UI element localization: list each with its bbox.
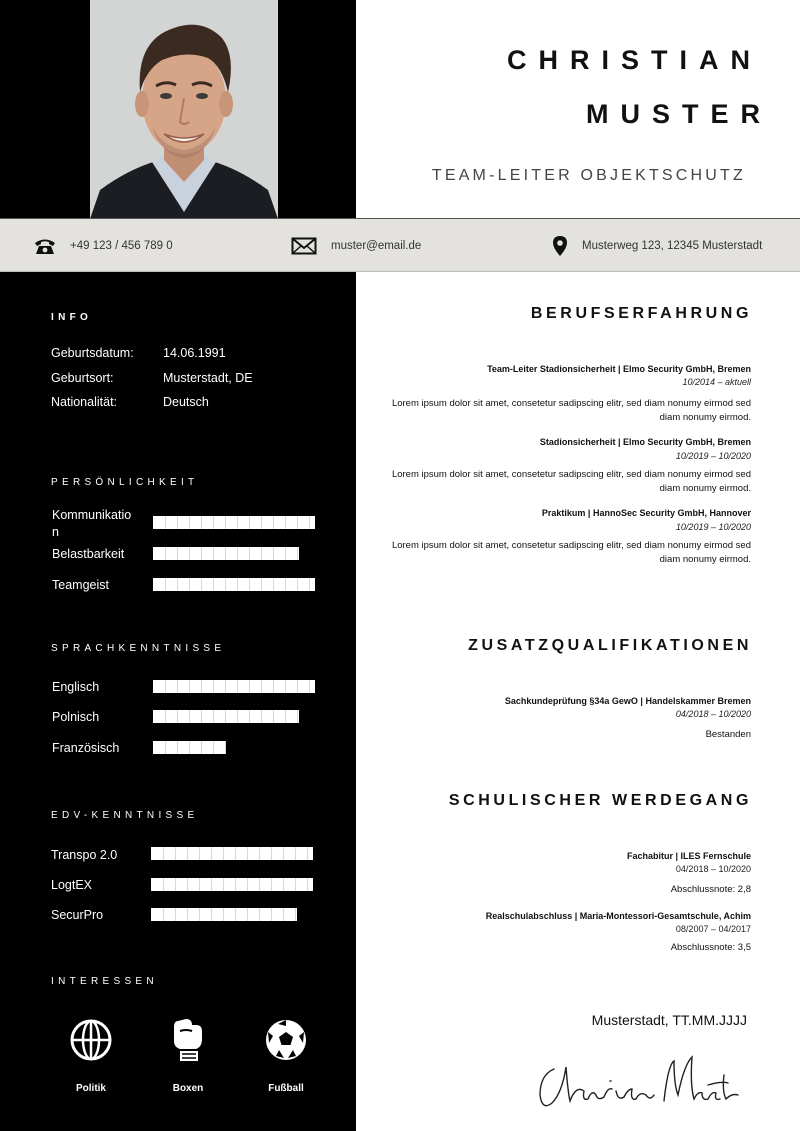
portrait-illustration — [90, 0, 278, 219]
bar-segment-divider — [237, 516, 238, 529]
bar-segment-divider — [285, 578, 286, 591]
bar-segment-divider — [261, 710, 262, 723]
signature — [532, 1045, 750, 1115]
bar-segment-divider — [237, 578, 238, 591]
languages-heading: SPRACHKENNTNISSE — [51, 643, 226, 654]
bar-segment-divider — [163, 908, 164, 921]
bar-segment-divider — [259, 878, 260, 891]
experience-date-1: 10/2014 – aktuell — [682, 377, 751, 387]
address-text: Musterweg 123, 12345 Musterstadt — [582, 240, 763, 252]
bar-segment-divider — [201, 741, 202, 754]
bar-segment-divider — [261, 680, 262, 693]
bar-segment-divider — [175, 908, 176, 921]
bar-segment-divider — [201, 710, 202, 723]
skill-bar-communication — [153, 516, 315, 529]
qualifications-heading: ZUSATZQUALIFIKATIONEN — [468, 637, 752, 654]
bar-segment-divider — [201, 578, 202, 591]
bar-segment-divider — [225, 516, 226, 529]
bar-segment-divider — [175, 878, 176, 891]
bar-segment-divider — [309, 680, 310, 693]
bar-segment-divider — [285, 710, 286, 723]
language-bar-polish — [153, 710, 299, 723]
bar-segment-divider — [259, 847, 260, 860]
education-title-2: Realschulabschluss | Maria-Montessori-Gesamtschule, Achim — [485, 911, 751, 921]
bar-segment-divider — [177, 578, 178, 591]
it-bar-transpo — [151, 847, 313, 860]
interest-label-football: Fußball — [268, 1083, 304, 1094]
it-label-logtex: LogtEX — [51, 878, 93, 892]
bar-segment-divider — [223, 908, 224, 921]
bar-segment-divider — [249, 680, 250, 693]
bar-segment-divider — [249, 578, 250, 591]
experience-date-3: 10/2019 – 10/2020 — [675, 522, 751, 532]
bar-segment-divider — [307, 878, 308, 891]
bar-segment-divider — [249, 516, 250, 529]
bar-segment-divider — [235, 878, 236, 891]
bar-segment-divider — [237, 710, 238, 723]
interest-label-boxing: Boxen — [172, 1083, 204, 1094]
qualification-note-1: Bestanden — [705, 729, 751, 740]
bar-segment-divider — [165, 741, 166, 754]
info-heading: INFO — [51, 312, 93, 323]
bar-segment-divider — [247, 847, 248, 860]
bar-segment-divider — [165, 547, 166, 560]
bar-segment-divider — [165, 710, 166, 723]
bar-segment-divider — [261, 516, 262, 529]
language-label-english: Englisch — [52, 680, 100, 694]
bar-segment-divider — [225, 680, 226, 693]
bar-segment-divider — [187, 847, 188, 860]
skill-label-resilience: Belastbarkeit — [52, 547, 125, 561]
contact-email[interactable] — [291, 219, 421, 273]
map-pin-icon — [552, 235, 568, 257]
bar-segment-divider — [199, 908, 200, 921]
email-address: muster@email.de — [331, 240, 422, 252]
language-bar-french — [153, 741, 226, 754]
bar-segment-divider — [273, 578, 274, 591]
contact-address[interactable] — [552, 219, 762, 273]
it-skills-heading: EDV-KENNTNISSE — [51, 810, 199, 821]
bar-segment-divider — [235, 847, 236, 860]
bar-segment-divider — [213, 547, 214, 560]
bar-segment-divider — [199, 847, 200, 860]
phone-number: +49 123 / 456 789 0 — [70, 240, 173, 252]
bar-segment-divider — [249, 710, 250, 723]
skill-label-teamwork: Teamgeist — [52, 578, 109, 592]
bar-segment-divider — [199, 878, 200, 891]
it-bar-logtex — [151, 878, 313, 891]
experience-heading: BERUFSERFAHRUNG — [530, 305, 752, 322]
info-label-nationality: Nationalität: — [51, 395, 118, 409]
bar-segment-divider — [189, 680, 190, 693]
bar-segment-divider — [213, 710, 214, 723]
bar-segment-divider — [223, 878, 224, 891]
experience-text-3: Lorem ipsum dolor sit amet, consetetur sadipscing elitr, sed diam nonumy eirmod sed diam nonumy eirmod. — [391, 540, 751, 565]
language-label-polish: Polnisch — [52, 710, 100, 724]
bar-segment-divider — [213, 741, 214, 754]
personality-heading: PERSÖNLICHKEIT — [51, 477, 199, 488]
experience-title-3: Praktikum | HannoSec Security GmbH, Hannover — [541, 508, 751, 518]
bar-segment-divider — [201, 680, 202, 693]
education-title-1: Fachabitur | ILES Fernschule — [626, 851, 751, 861]
bar-segment-divider — [187, 878, 188, 891]
bar-segment-divider — [297, 516, 298, 529]
bar-segment-divider — [297, 680, 298, 693]
language-bar-english — [153, 680, 315, 693]
bar-segment-divider — [237, 547, 238, 560]
bar-segment-divider — [225, 710, 226, 723]
bar-segment-divider — [189, 547, 190, 560]
bar-segment-divider — [177, 547, 178, 560]
bar-segment-divider — [307, 847, 308, 860]
bar-segment-divider — [249, 547, 250, 560]
bar-segment-divider — [223, 847, 224, 860]
bar-segment-divider — [261, 578, 262, 591]
bar-segment-divider — [189, 578, 190, 591]
contact-bar — [0, 218, 800, 272]
bar-segment-divider — [273, 680, 274, 693]
bar-segment-divider — [247, 878, 248, 891]
boxing-glove-icon — [170, 1017, 206, 1063]
bar-segment-divider — [273, 516, 274, 529]
experience-title-2: Stadionsicherheit | Elmo Security GmbH, Bremen — [539, 437, 751, 447]
bar-segment-divider — [213, 680, 214, 693]
education-note-2: Abschlussnote: 3,5 — [670, 942, 751, 953]
bar-segment-divider — [201, 516, 202, 529]
bar-segment-divider — [295, 878, 296, 891]
bar-segment-divider — [225, 741, 226, 754]
place-date: Musterstadt, TT.MM.JJJJ — [591, 1012, 747, 1028]
bar-segment-divider — [175, 847, 176, 860]
bar-segment-divider — [177, 680, 178, 693]
bar-segment-divider — [213, 516, 214, 529]
experience-text-1: Lorem ipsum dolor sit amet, consetetur sadipscing elitr, sed diam nonumy eirmod sed diam nonumy eirmod. — [391, 398, 751, 423]
soccer-ball-icon — [264, 1018, 308, 1062]
bar-segment-divider — [271, 878, 272, 891]
interests-heading: INTERESSEN — [51, 976, 158, 987]
bar-segment-divider — [283, 847, 284, 860]
education-note-1: Abschlussnote: 2,8 — [670, 884, 751, 895]
bar-segment-divider — [189, 741, 190, 754]
info-label-birthdate: Geburtsdatum: — [51, 346, 134, 360]
bar-segment-divider — [177, 741, 178, 754]
bar-segment-divider — [211, 878, 212, 891]
bar-segment-divider — [237, 680, 238, 693]
bar-segment-divider — [225, 547, 226, 560]
bar-segment-divider — [309, 578, 310, 591]
bar-segment-divider — [163, 847, 164, 860]
first-name: CHRISTIAN — [507, 45, 762, 75]
bar-segment-divider — [165, 516, 166, 529]
bar-segment-divider — [285, 680, 286, 693]
last-name: MUSTER — [586, 99, 772, 129]
profile-photo — [90, 0, 278, 219]
bar-segment-divider — [285, 547, 286, 560]
bar-segment-divider — [189, 710, 190, 723]
bar-segment-divider — [271, 908, 272, 921]
bar-segment-divider — [283, 908, 284, 921]
bar-segment-divider — [189, 516, 190, 529]
info-value-nationality: Deutsch — [163, 395, 209, 409]
bar-segment-divider — [235, 908, 236, 921]
contact-phone[interactable] — [34, 219, 173, 273]
experience-text-2: Lorem ipsum dolor sit amet, consetetur sadipscing elitr, sed diam nonumy eirmod sed diam nonumy eirmod. — [391, 469, 751, 494]
bar-segment-divider — [259, 908, 260, 921]
bar-segment-divider — [273, 710, 274, 723]
globe-icon — [69, 1018, 113, 1062]
bar-segment-divider — [295, 847, 296, 860]
envelope-icon — [291, 237, 317, 255]
experience-title-1: Team-Leiter Stadionsicherheit | Elmo Security GmbH, Bremen — [487, 364, 751, 374]
education-heading: SCHULISCHER WERDEGANG — [448, 792, 752, 809]
bar-segment-divider — [285, 516, 286, 529]
it-bar-securpro — [151, 908, 297, 921]
bar-segment-divider — [213, 578, 214, 591]
info-value-birthdate: 14.06.1991 — [163, 346, 226, 360]
education-date-2: 08/2007 – 04/2017 — [675, 924, 751, 934]
bar-segment-divider — [273, 547, 274, 560]
language-label-french: Französisch — [52, 741, 120, 755]
bar-segment-divider — [295, 908, 296, 921]
job-title: TEAM-LEITER OBJEKTSCHUTZ — [431, 167, 746, 184]
skill-label-communication: Kommunikation — [52, 508, 132, 539]
bar-segment-divider — [211, 847, 212, 860]
bar-segment-divider — [261, 547, 262, 560]
interest-label-politics: Politik — [75, 1083, 106, 1094]
bar-segment-divider — [177, 516, 178, 529]
education-date-1: 04/2018 – 10/2020 — [675, 864, 751, 874]
bar-segment-divider — [309, 516, 310, 529]
qualification-date-1: 04/2018 – 10/2020 — [675, 709, 751, 719]
skill-bar-teamwork — [153, 578, 315, 591]
bar-segment-divider — [187, 908, 188, 921]
info-value-birthplace: Musterstadt, DE — [163, 371, 253, 385]
skill-bar-resilience — [153, 547, 299, 560]
bar-segment-divider — [297, 710, 298, 723]
bar-segment-divider — [297, 578, 298, 591]
info-label-birthplace: Geburtsort: — [51, 371, 114, 385]
bar-segment-divider — [163, 878, 164, 891]
bar-segment-divider — [165, 578, 166, 591]
bar-segment-divider — [211, 908, 212, 921]
experience-date-2: 10/2019 – 10/2020 — [675, 451, 751, 461]
it-label-transpo: Transpo 2.0 — [51, 848, 118, 862]
bar-segment-divider — [271, 847, 272, 860]
bar-segment-divider — [297, 547, 298, 560]
bar-segment-divider — [247, 908, 248, 921]
it-label-securpro: SecurPro — [51, 908, 104, 922]
bar-segment-divider — [225, 578, 226, 591]
bar-segment-divider — [177, 710, 178, 723]
qualification-title-1: Sachkundeprüfung §34a GewO | Handelskammer Bremen — [504, 696, 751, 706]
bar-segment-divider — [165, 680, 166, 693]
bar-segment-divider — [201, 547, 202, 560]
bar-segment-divider — [283, 878, 284, 891]
phone-icon — [34, 237, 56, 255]
